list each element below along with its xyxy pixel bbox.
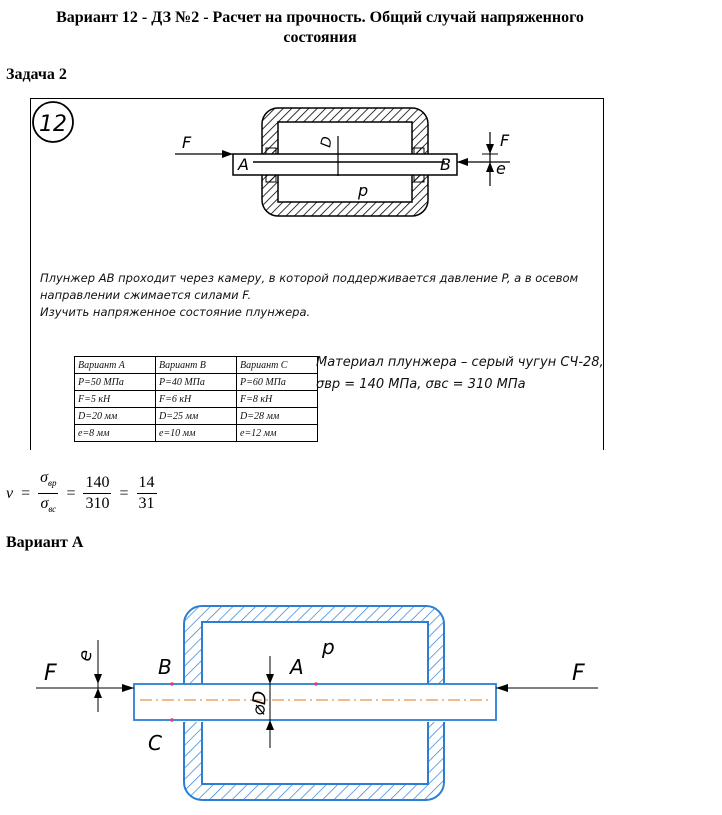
problem-diagram [30,98,604,268]
material-line-2: σвр = 140 МПа, σвс = 310 МПа [316,377,526,392]
force-label-right: F [500,131,510,150]
table-cell: e=12 мм [237,425,318,442]
table-cell: e=8 мм [75,425,156,442]
variant-label: Вариант A [6,534,84,551]
table-cell: D=25 мм [156,408,237,425]
table-header-row [75,357,318,374]
variant-diameter-label: ⌀D [248,689,272,717]
formula-fraction-result [137,473,157,514]
table-row [75,391,318,408]
variant-a-diagram [0,590,722,812]
eccentricity-label: e [496,159,506,178]
table-cell: F=5 кН [75,391,156,408]
task-label: Задача 2 [6,66,67,83]
fraction-denominator: 310 [85,495,110,513]
fraction-numerator: 140 [83,473,111,494]
table-header-cell: Вариант A [75,357,156,374]
table-cell: e=10 мм [156,425,237,442]
table-cell: P=60 МПа [237,374,318,391]
table-row [75,408,318,425]
table-header-cell: Вариант B [156,357,237,374]
problem-text-line: Плунжер AB проходит через камеру, в которой поддерживается давление P, а в осевом [40,271,579,285]
table-cell: P=50 МПа [75,374,156,391]
table-row [75,425,318,442]
table-header-cell: Вариант C [237,357,318,374]
variant-point-a-label: A [290,655,304,679]
sigma-sub-compression: вс [48,504,57,515]
page-title [0,8,640,48]
variant-plunger [134,684,496,720]
variants-table [74,356,318,442]
table-cell: D=20 мм [75,408,156,425]
table-cell: P=40 МПа [156,374,237,391]
table-row [75,374,318,391]
table-cell: F=6 кН [156,391,237,408]
formula-lhs: ν [6,484,14,502]
fraction-denominator: 31 [138,495,155,513]
point-b-label: B [440,155,451,174]
material-line-1: Материал плунжера – серый чугун СЧ-28, [316,355,604,370]
problem-number: 12 [39,112,67,137]
variant-pressure-label: p [322,635,335,659]
problem-text-line: Изучить напряженное состояние плунжера. [40,305,311,319]
formula-fraction-sigma [38,468,58,519]
diameter-label: D [318,135,336,149]
problem-text [40,270,600,321]
pressure-label: p [358,181,369,200]
title-line-1: Вариант 12 - ДЗ №2 - Расчет на прочность. Общий случай напряженного [56,9,584,26]
problem-text-line: направлении сжимается силами F. [40,288,252,302]
point-a-label: A [238,155,249,174]
table-cell: F=8 кН [237,391,318,408]
variant-point-b-label: B [158,655,172,679]
table-cell: D=28 мм [237,408,318,425]
material-info [316,352,604,396]
sigma-sub-tension: вр [48,478,57,489]
variant-force-label-right: F [572,661,585,686]
title-line-2: состояния [283,29,357,46]
sigma-symbol: σ [40,469,49,486]
poisson-formula: ν = $\frac{\sigma_{вр}}{\sigma_{вс}}$ = $\frac{140}{310}$ = $\frac{14}{31}$ [4,468,159,519]
plunger [233,154,457,175]
variant-point-c-label: C [148,731,162,755]
variant-eccentricity-label: e [74,648,97,663]
force-label-left: F [182,133,192,152]
variant-force-label-left: F [44,661,57,686]
fraction-numerator: 14 [137,473,157,494]
sigma-symbol: σ [40,495,49,513]
formula-fraction-values [83,473,111,514]
